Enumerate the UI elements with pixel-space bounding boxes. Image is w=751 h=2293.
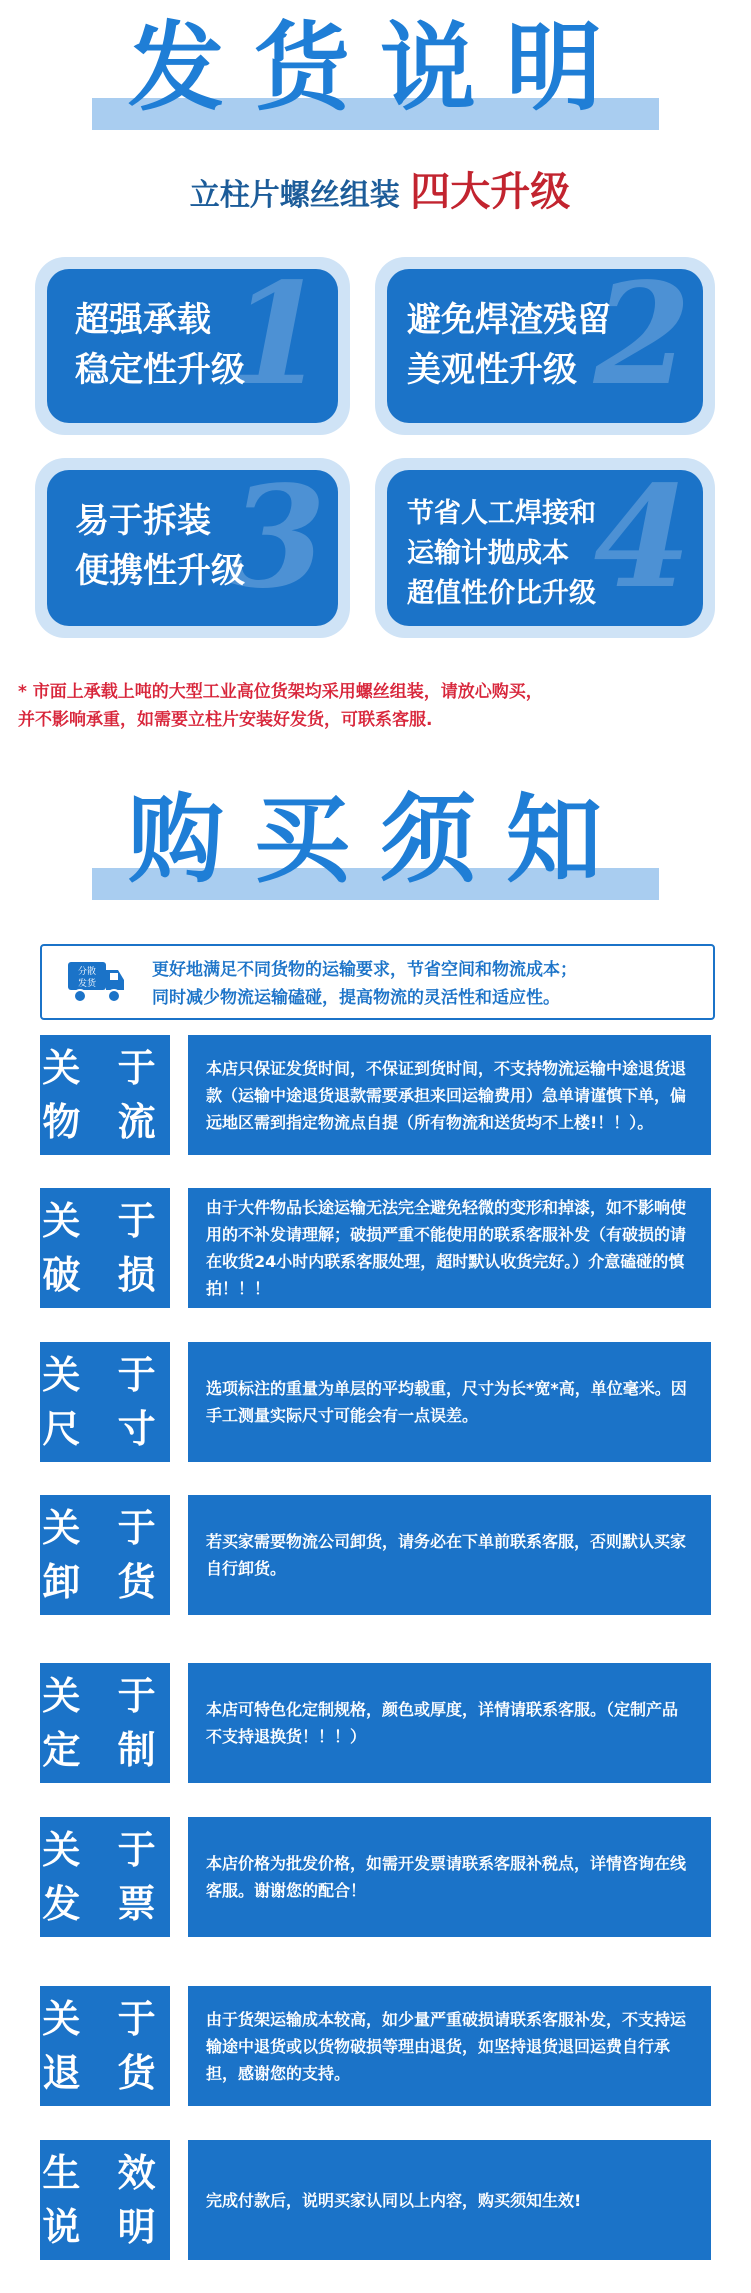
section-text: 选项标注的重量为单层的平均载重，尺寸为长*宽*高，单位毫米。因手工测量实际尺寸可能会有一点误差。 (206, 1379, 687, 1425)
upgrade-text (407, 295, 611, 395)
notice-line: 同时减少物流运输磕碰，提高物流的灵活性和适应性。 (152, 988, 560, 1008)
notice-line: 更好地满足不同货物的运输要求，节省空间和物流成本； (152, 960, 577, 980)
shipping-notice-box (40, 944, 715, 1020)
upgrade-line: 节省人工焊接和 (407, 498, 596, 529)
section-label-line: 关 于 (42, 1353, 168, 1397)
page-title: 发货说明 (128, 12, 632, 124)
icon-label-2: 发货 (77, 979, 97, 989)
section-text: 若买家需要物流公司卸货，请务必在下单前联系客服，否则默认买家自行卸货。 (206, 1532, 687, 1578)
section-label-line: 破 损 (42, 1253, 168, 1297)
upgrade-card-3 (35, 458, 350, 638)
upgrade-card-3-inner (47, 470, 338, 626)
section-text: 由于大件物品长途运输无法完全避免轻微的变形和掉漆，如不影响使用的不补发请理解；破损严重不能使用的联系客服补发（有破损的请在收货24小时内联系客服处理，超时默认收货完好。）介意磕碰的慎拍！！！ (206, 1198, 687, 1298)
upgrade-card-2 (375, 257, 715, 435)
upgrade-number: 2 (593, 269, 691, 417)
subtitle-main: 立柱片螺丝组装 (189, 178, 400, 213)
truck-icon (66, 958, 126, 1006)
section-label-effective (40, 2140, 170, 2260)
section-label-line: 关 于 (42, 1674, 168, 1718)
section-label-line: 退 货 (42, 2051, 168, 2095)
section-content-unloading (188, 1495, 711, 1615)
upgrade-text (75, 295, 245, 395)
section-content-logistics (188, 1035, 711, 1155)
upgrade-line: 便携性升级 (75, 551, 245, 591)
icon-label-1: 分散 (77, 967, 97, 977)
section-content-damage (188, 1188, 711, 1308)
upgrade-card-4 (375, 458, 715, 638)
upgrade-number: 3 (228, 470, 326, 620)
section-content-size (188, 1342, 711, 1462)
note-line: * 市面上承载上吨的大型工业高位货架均采用螺丝组装，请放心购买， (18, 682, 543, 702)
subtitle-highlight: 四大升级 (410, 169, 571, 215)
section-text: 本店价格为批发价格，如需开发票请联系客服补税点，详情咨询在线客服。谢谢您的配合！ (206, 1854, 687, 1900)
section-label-line: 关 于 (42, 1997, 168, 2041)
upgrade-line: 易于拆装 (75, 501, 211, 541)
section-label-line: 定 制 (42, 1728, 168, 1772)
section-label-line: 生 效 (42, 2151, 168, 2195)
note-line: 并不影响承重，如需要立柱片安装好发货，可联系客服. (18, 710, 433, 730)
section-label-unloading (40, 1495, 170, 1615)
section-label-line: 说 明 (42, 2205, 168, 2249)
section-label-logistics (40, 1035, 170, 1155)
section-text: 本店可特色化定制规格，颜色或厚度，详情请联系客服。（定制产品不支持退换货！！！） (206, 1700, 679, 1746)
upgrade-card-1-inner (47, 269, 338, 423)
section-label-line: 尺 寸 (42, 1407, 168, 1451)
section-label-line: 关 于 (42, 1199, 168, 1243)
upgrade-line: 稳定性升级 (75, 350, 245, 390)
upgrade-line: 美观性升级 (407, 350, 577, 390)
section-text: 本店只保证发货时间，不保证到货时间，不支持物流运输中途退货退款（运输中途退货退款需要承担来回运输费用）急单请谨慎下单，偏远地区需到指定物流点自提（所有物流和送货均不上楼!！！）。 (206, 1058, 687, 1132)
section-label-damage (40, 1188, 170, 1308)
section-label-line: 关 于 (42, 1046, 168, 1090)
section-content-returns (188, 1986, 711, 2106)
notice-title: 购买须知 (128, 784, 632, 896)
section-label-custom (40, 1663, 170, 1783)
section-text: 完成付款后，说明买家认同以上内容，购买须知生效! (206, 2190, 582, 2210)
section-label-line: 关 于 (42, 1506, 168, 1550)
upgrade-line: 超强承载 (75, 300, 211, 340)
section-label-line: 物 流 (42, 1100, 168, 1144)
section-label-invoice (40, 1817, 170, 1937)
section-label-line: 关 于 (42, 1828, 168, 1872)
section-label-line: 发 票 (42, 1882, 168, 1926)
notice-text (152, 956, 577, 1012)
upgrade-card-4-inner (387, 470, 703, 626)
section-text: 由于货架运输成本较高，如少量严重破损请联系客服补发，不支持运输途中退货或以货物破损等理由退货，如坚持退货退回运费自行承担，感谢您的支持。 (206, 2009, 687, 2083)
upgrade-line: 超值性价比升级 (407, 578, 596, 609)
section-label-returns (40, 1986, 170, 2106)
section-content-effective (188, 2140, 711, 2260)
assembly-note (18, 678, 738, 734)
upgrade-number: 4 (593, 470, 691, 620)
section-label-size (40, 1342, 170, 1462)
upgrade-card-1 (35, 257, 350, 435)
upgrade-line: 避免焊渣残留 (407, 300, 611, 340)
section-content-invoice (188, 1817, 711, 1937)
section-label-line: 卸 货 (42, 1560, 168, 1604)
subtitle (100, 162, 660, 226)
upgrade-text (75, 496, 245, 596)
section-content-custom (188, 1663, 711, 1783)
upgrade-number: 1 (228, 269, 326, 417)
upgrade-text (407, 494, 596, 614)
upgrade-card-2-inner (387, 269, 703, 423)
upgrade-line: 运输计抛成本 (407, 538, 569, 569)
